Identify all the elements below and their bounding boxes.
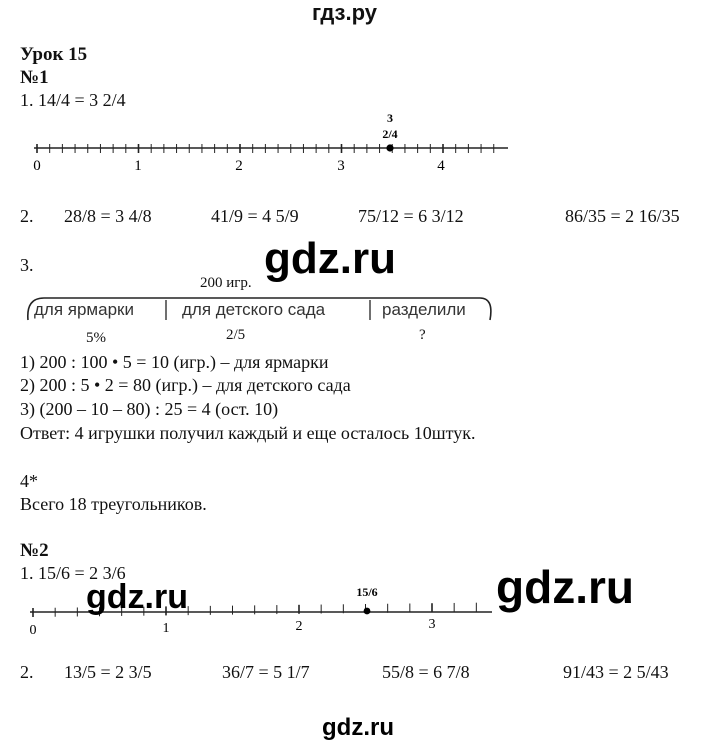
tick-label-3: 3: [428, 617, 436, 632]
task1-item4-text: Всего 18 треугольников.: [20, 494, 207, 514]
tick-label-4: 4: [437, 158, 445, 174]
task2-item2-num: 2.: [20, 662, 34, 682]
marker-whole: 3: [387, 111, 393, 125]
watermark: gdz.ru: [264, 234, 396, 283]
task1-label: №1: [20, 67, 49, 88]
equation: 55/8 = 6 7/8: [382, 662, 470, 682]
equation: 91/43 = 2 5/43: [563, 662, 669, 682]
lesson-title: Урок 15: [20, 44, 88, 65]
segment-below: 5%: [86, 330, 106, 346]
equation: 36/7 = 5 1/7: [222, 662, 310, 682]
number-line-1: [0, 108, 720, 180]
task1-item2-num: 2.: [20, 206, 34, 226]
task1-item3-num: 3.: [20, 255, 34, 275]
segment-label: разделили: [382, 300, 466, 319]
watermark: gdz.ru: [322, 714, 394, 741]
equation: 41/9 = 4 5/9: [211, 206, 299, 226]
equation: 75/12 = 6 3/12: [358, 206, 464, 226]
tick-label-1: 1: [134, 158, 142, 174]
marker-fraction: 2/4: [382, 127, 398, 141]
tick-label-0: 0: [29, 623, 37, 638]
marker-dot: [364, 608, 371, 615]
segment-below: ?: [419, 327, 426, 343]
segment-total: 200 игр.: [200, 275, 252, 291]
marker-label: 15/6: [356, 585, 378, 599]
solution-line: 2) 200 : 5 • 2 = 80 (игр.) – для детского сада: [20, 375, 351, 395]
equation: 28/8 = 3 4/8: [64, 206, 152, 226]
watermark: gdz.ru: [496, 561, 634, 613]
tick-label-2: 2: [235, 158, 243, 174]
answer-line: Ответ: 4 игрушки получил каждый и еще осталось 10штук.: [20, 423, 476, 443]
tick-label-2: 2: [295, 619, 303, 634]
tick-label-3: 3: [337, 158, 345, 174]
marker-dot: [386, 144, 393, 151]
solution-line: 1) 200 : 100 • 5 = 10 (игр.) – для ярмарки: [20, 352, 329, 372]
segment-label: для ярмарки: [34, 300, 134, 319]
tick-label-1: 1: [162, 621, 170, 636]
task1-item4-num: 4*: [20, 471, 38, 491]
site-header: гдз.ру: [312, 0, 377, 25]
task2-item1-text: 1. 15/6 = 2 3/6: [20, 563, 126, 583]
tick-label-0: 0: [33, 158, 41, 174]
equation: 13/5 = 2 3/5: [64, 662, 152, 682]
segment-below: 2/5: [226, 327, 246, 343]
watermark: gdz.ru: [86, 578, 188, 616]
task1-item1-text: 1. 14/4 = 3 2/4: [20, 90, 126, 110]
task2-label: №2: [20, 540, 49, 561]
equation: 86/35 = 2 16/35: [565, 206, 680, 226]
segment-label: для детского сада: [182, 300, 326, 319]
solution-line: 3) (200 – 10 – 80) : 25 = 4 (ост. 10): [20, 399, 279, 419]
